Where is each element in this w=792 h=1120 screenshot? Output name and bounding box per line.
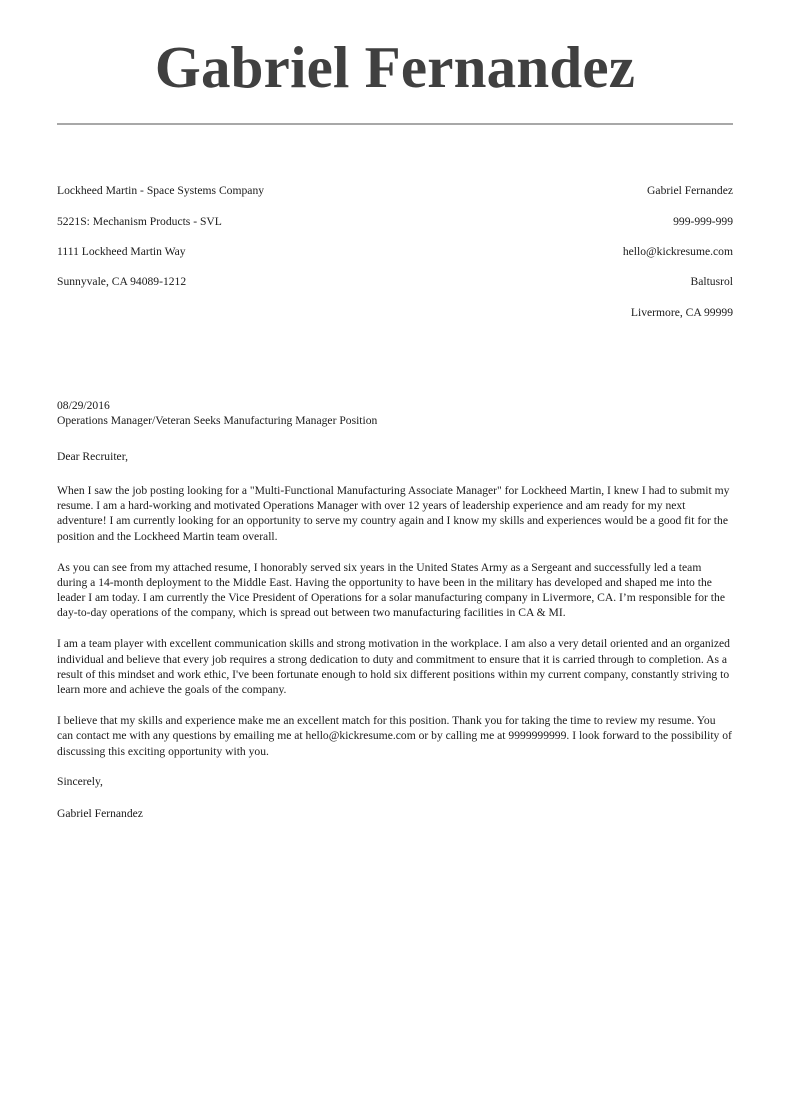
page-title: Gabriel Fernandez: [154, 34, 636, 100]
recipient-company: Lockheed Martin - Space Systems Company: [57, 184, 265, 198]
recipient-address-block: [57, 168, 264, 305]
letter-date: 08/29/2016: [57, 399, 110, 413]
recipient-department: 5221S: Mechanism Products - SVL: [57, 214, 222, 228]
recipient-city-state-zip: Sunnyvale, CA 94089-1212: [57, 275, 187, 289]
sender-street: Baltusrol: [690, 275, 733, 289]
signature-name: Gabriel Fernandez: [57, 806, 143, 820]
letter-subject: Operations Manager/Veteran Seeks Manufacturing Manager Position: [57, 414, 378, 428]
closing-line: Sincerely,: [57, 775, 103, 789]
body-paragraph-2: As you can see from my attached resume, I honorably served six years in the United States Army as a Sergeant and successfully led a team during a 14-month deployment to the Middle East. Having the opportunity to have been in the military has developed and shaped me into the leader I am today. I am currently the Vice President of Operations for a solar manufacturing company in Livermore, CA. I’m responsible for the day-to-day operations of the company, which is spread out between two manufacturing facilities in CA & MI.: [57, 560, 725, 620]
sender-city-state-zip: Livermore, CA 99999: [630, 305, 733, 319]
header-divider: [57, 123, 733, 125]
body-paragraph-4: I believe that my skills and experience make me an excellent match for this position. Thank you for taking the time to review my resume. You can contact me with any questions by emailing me at hello@kickresume.com or by calling me at 9999999999. I look forward to the possibility of discussing this exciting opportunity with you.: [57, 713, 732, 758]
sender-phone: 999-999-999: [673, 214, 733, 228]
letter-meta: [57, 398, 733, 428]
body-paragraph-3: I am a team player with excellent communication skills and strong motivation in the workplace. I am also a very detail oriented and an organized individual and believe that every job requires a strong dedication to duty and commitment to ensure that it is carried through to completion. As a result of this mindset and work ethic, I've been fortunate enough to hold six different positions within my current company, constantly striving to learn more and achieve the goals of the company.: [57, 637, 730, 697]
salutation: Dear Recruiter,: [57, 449, 128, 463]
sender-address-block: [623, 168, 733, 335]
body-paragraph-1: When I saw the job posting looking for a "Multi-Functional Manufacturing Associate Manager" for Lockheed Martin, I knew I had to submit my resume. I am a hard-working and motivated Operations Manager with over 12 years of leadership experience and am ready for my next adventure! I am currently looking for an opportunity to serve my country again and I know my skills and experiences would be a good fit for the position and the Lockheed Martin team overall.: [57, 483, 730, 543]
sender-name: Gabriel Fernandez: [647, 184, 733, 198]
recipient-street: 1111 Lockheed Martin Way: [57, 245, 186, 259]
letter-body: [57, 483, 733, 759]
address-row: [57, 168, 733, 335]
sender-email: hello@kickresume.com: [622, 245, 733, 259]
